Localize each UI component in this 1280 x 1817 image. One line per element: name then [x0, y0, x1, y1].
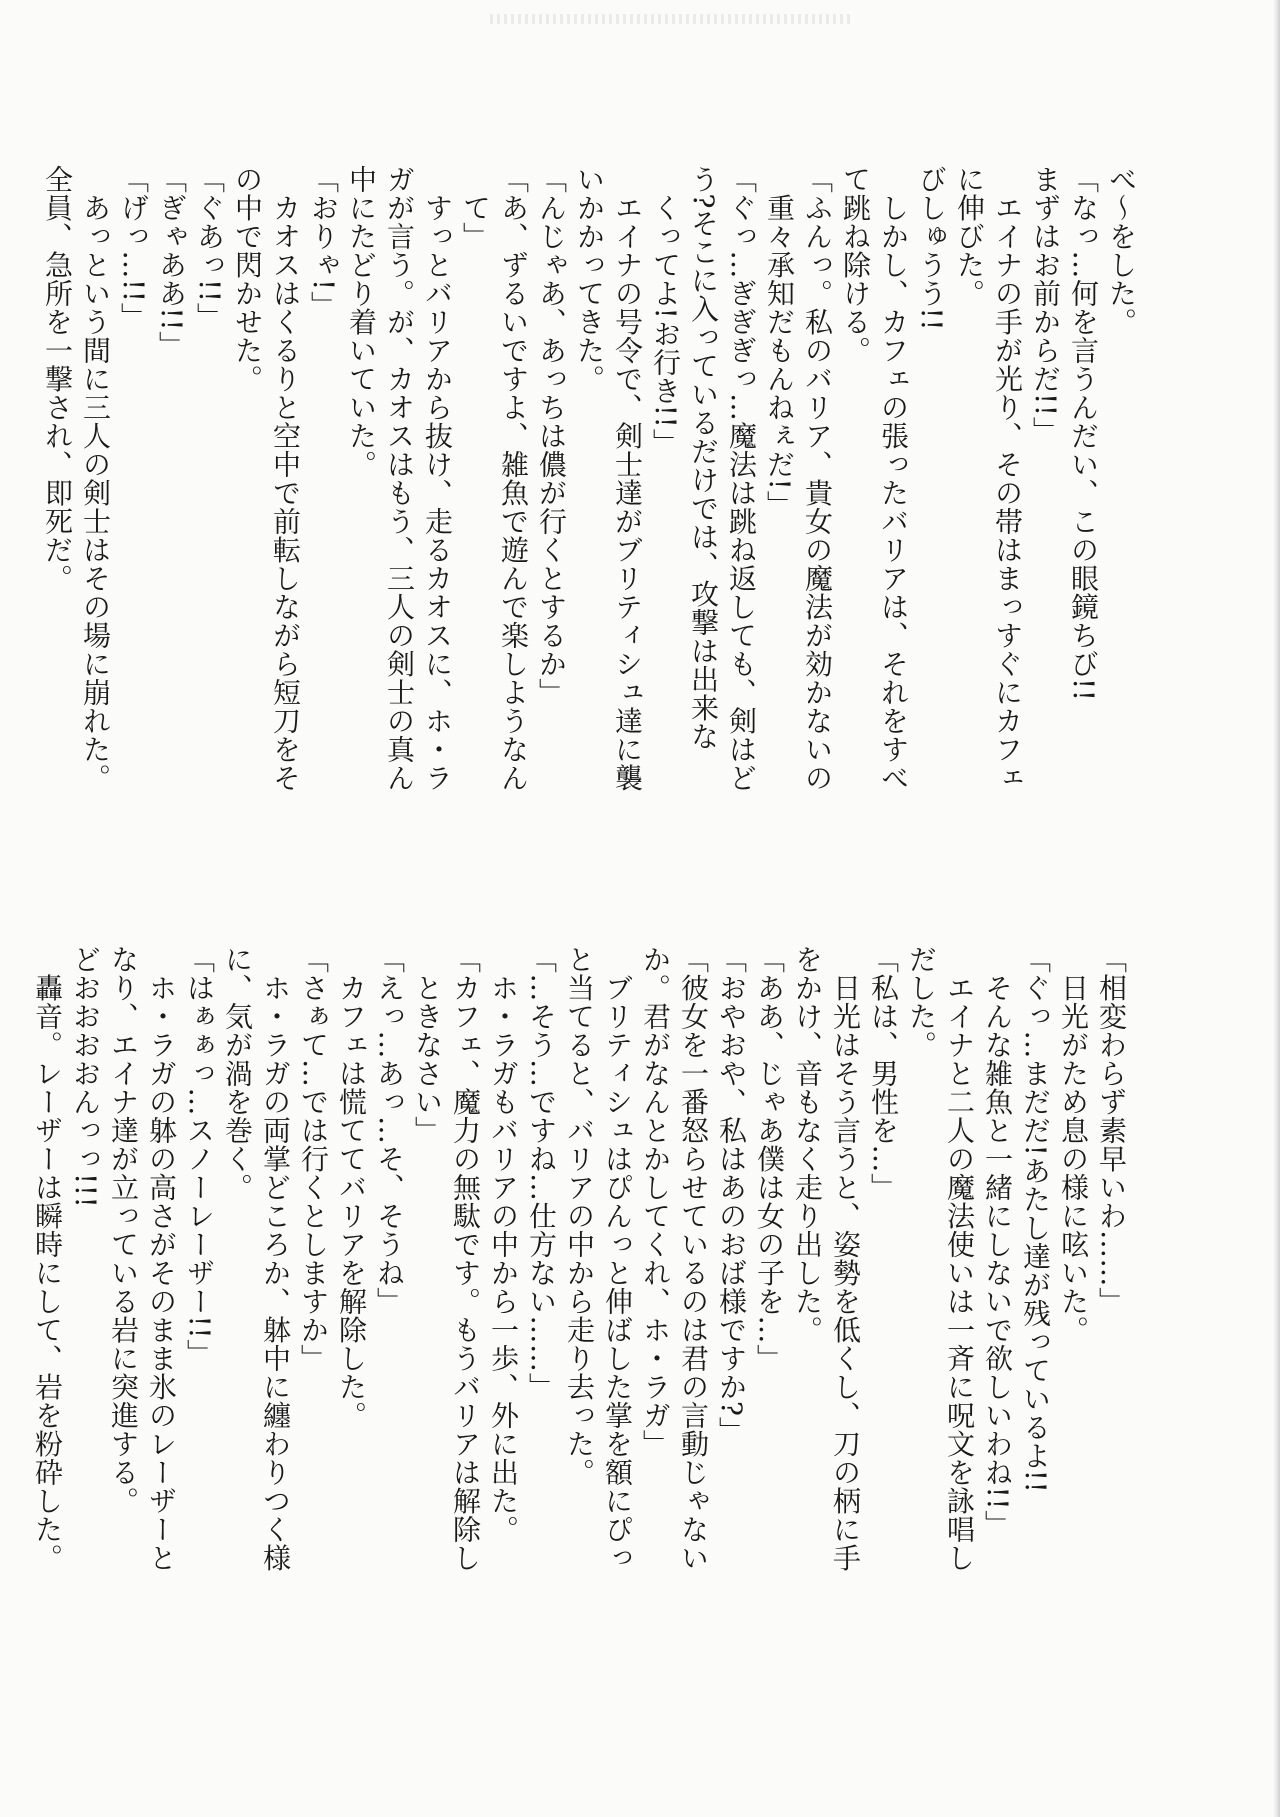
text-line: しかし、カフェの張ったバリアは、それをすべ	[877, 165, 910, 792]
text-line: 「ぐっ…まだだ!あたし達が残っているよ!!	[1019, 945, 1052, 1494]
text-line: なり、エイナ達が立っている岩に突進する。	[107, 945, 140, 1515]
text-line: う?そこに入っているだけでは、攻撃は出来な	[687, 165, 720, 751]
text-line: エイナと二人の魔法使いは一斉に呪文を詠唱し	[943, 945, 976, 1572]
text-line: いかかってきた。	[573, 165, 606, 393]
text-line: の中で閃かせた。	[231, 165, 264, 393]
text-line: か。君がなんとかしてくれ、ホ・ラガ」	[639, 945, 672, 1458]
text-line: びしゅうう!!	[915, 165, 948, 332]
text-line: 重々承知だもんねぇだ!」	[763, 165, 796, 519]
text-line: ブリティシュはぴんっと伸ばした掌を額にぴっ	[601, 945, 634, 1572]
text-line: 「ぎゃああ!!」	[155, 165, 188, 360]
text-line: まずはお前からだ!!」	[1029, 165, 1062, 446]
text-line: に、気が渦を巻く。	[221, 945, 254, 1202]
scan-smudge	[490, 14, 850, 24]
text-line: くってよ!お行き!!」	[649, 165, 682, 457]
text-line: 「ぐあっ!!」	[193, 165, 226, 332]
text-line: 「…そう…ですね…仕方ない……」	[525, 945, 558, 1401]
text-line: 「んじゃあ、あっちは儂が行くとするか」	[535, 165, 568, 707]
text-line: ガが言う。が、カオスはもう、三人の剣士の真ん	[383, 165, 416, 792]
text-line: 「私は、男性を…」	[867, 945, 900, 1202]
upper-text-block	[38, 165, 1140, 792]
text-line: 中にたどり着いていた。	[345, 165, 378, 479]
text-line: 「カフェ、魔力の無駄です。もうバリアは解除し	[449, 945, 482, 1572]
text-line: エイナの手が光り、その帯はまっすぐにカフェ	[991, 165, 1024, 792]
text-line: ホ・ラガの躰の高さがそのまま氷のレーザーと	[145, 945, 178, 1572]
text-line: 「げっ…!!」	[117, 165, 150, 332]
text-line: 「ぐっ…ぎぎぎっ…魔法は跳ね返しても、剣はど	[725, 165, 758, 792]
text-line: 「おりゃ!」	[307, 165, 340, 320]
text-line: 「なっ…何を言うんだい、この眼鏡ちび!!	[1067, 165, 1100, 702]
text-line: カオスはくるりと空中で前転しながら短刀をそ	[269, 165, 302, 792]
text-line: 日光がため息の様に呟いた。	[1057, 945, 1090, 1344]
lower-text-block	[28, 945, 1130, 1572]
text-line: て跳ね除ける。	[839, 165, 872, 365]
text-line: すっとバリアから抜け、走るカオスに、ホ・ラ	[421, 165, 454, 792]
page-edge-shadow	[1272, 0, 1280, 1817]
text-line: て」	[459, 165, 492, 251]
text-line: べ～をした。	[1105, 165, 1138, 336]
text-line: 「おやおや、私はあのおば様ですか?」	[715, 945, 748, 1446]
text-line: 轟音。レーザーは瞬時にして、岩を粉砕した。	[31, 945, 64, 1572]
text-line: 「さぁて…では行くとしますか」	[297, 945, 330, 1373]
text-line: 「ああ、じゃあ僕は女の子を…」	[753, 945, 786, 1373]
text-line: そんな雑魚と一緒にしないで欲しいわね!!」	[981, 945, 1014, 1539]
text-line: と当てると、バリアの中から走り去った。	[563, 945, 596, 1487]
text-line: 全員、急所を一撃され、即死だ。	[41, 165, 74, 593]
text-line: 「あ、ずるいですよ、雑魚で遊んで楽しようなん	[497, 165, 530, 792]
text-line: 「えっ…あっ…そ、そうね」	[373, 945, 406, 1316]
text-line: 「相変わらず素早いわ……」	[1095, 945, 1128, 1316]
text-line: だした。	[905, 945, 938, 1059]
text-line: に伸びた。	[953, 165, 986, 308]
text-line: ホ・ラガもバリアの中から一歩、外に出た。	[487, 945, 520, 1544]
text-line: 「ふんっ。私のバリア、貴女の魔法が効かないの	[801, 165, 834, 792]
text-line: どおおおおんっっ!!!	[69, 945, 102, 1209]
text-line: あっという間に三人の剣士はその場に崩れた。	[79, 165, 112, 792]
text-line: カフェは慌ててバリアを解除した。	[335, 945, 368, 1430]
text-line: 「はぁぁっ…スノーレーザー!!」	[183, 945, 216, 1368]
text-line: ときなさい」	[411, 945, 444, 1145]
text-line: エイナの号令で、剣士達がブリティシュ達に襲	[611, 165, 644, 792]
text-line: 「彼女を一番怒らせているのは君の言動じゃない	[677, 945, 710, 1572]
text-line: 日光はそう言うと、姿勢を低くし、刀の柄に手	[829, 945, 862, 1572]
text-line: をかけ、音もなく走り出した。	[791, 945, 824, 1344]
text-line: ホ・ラガの両掌どころか、躰中に纏わりつく様	[259, 945, 292, 1572]
